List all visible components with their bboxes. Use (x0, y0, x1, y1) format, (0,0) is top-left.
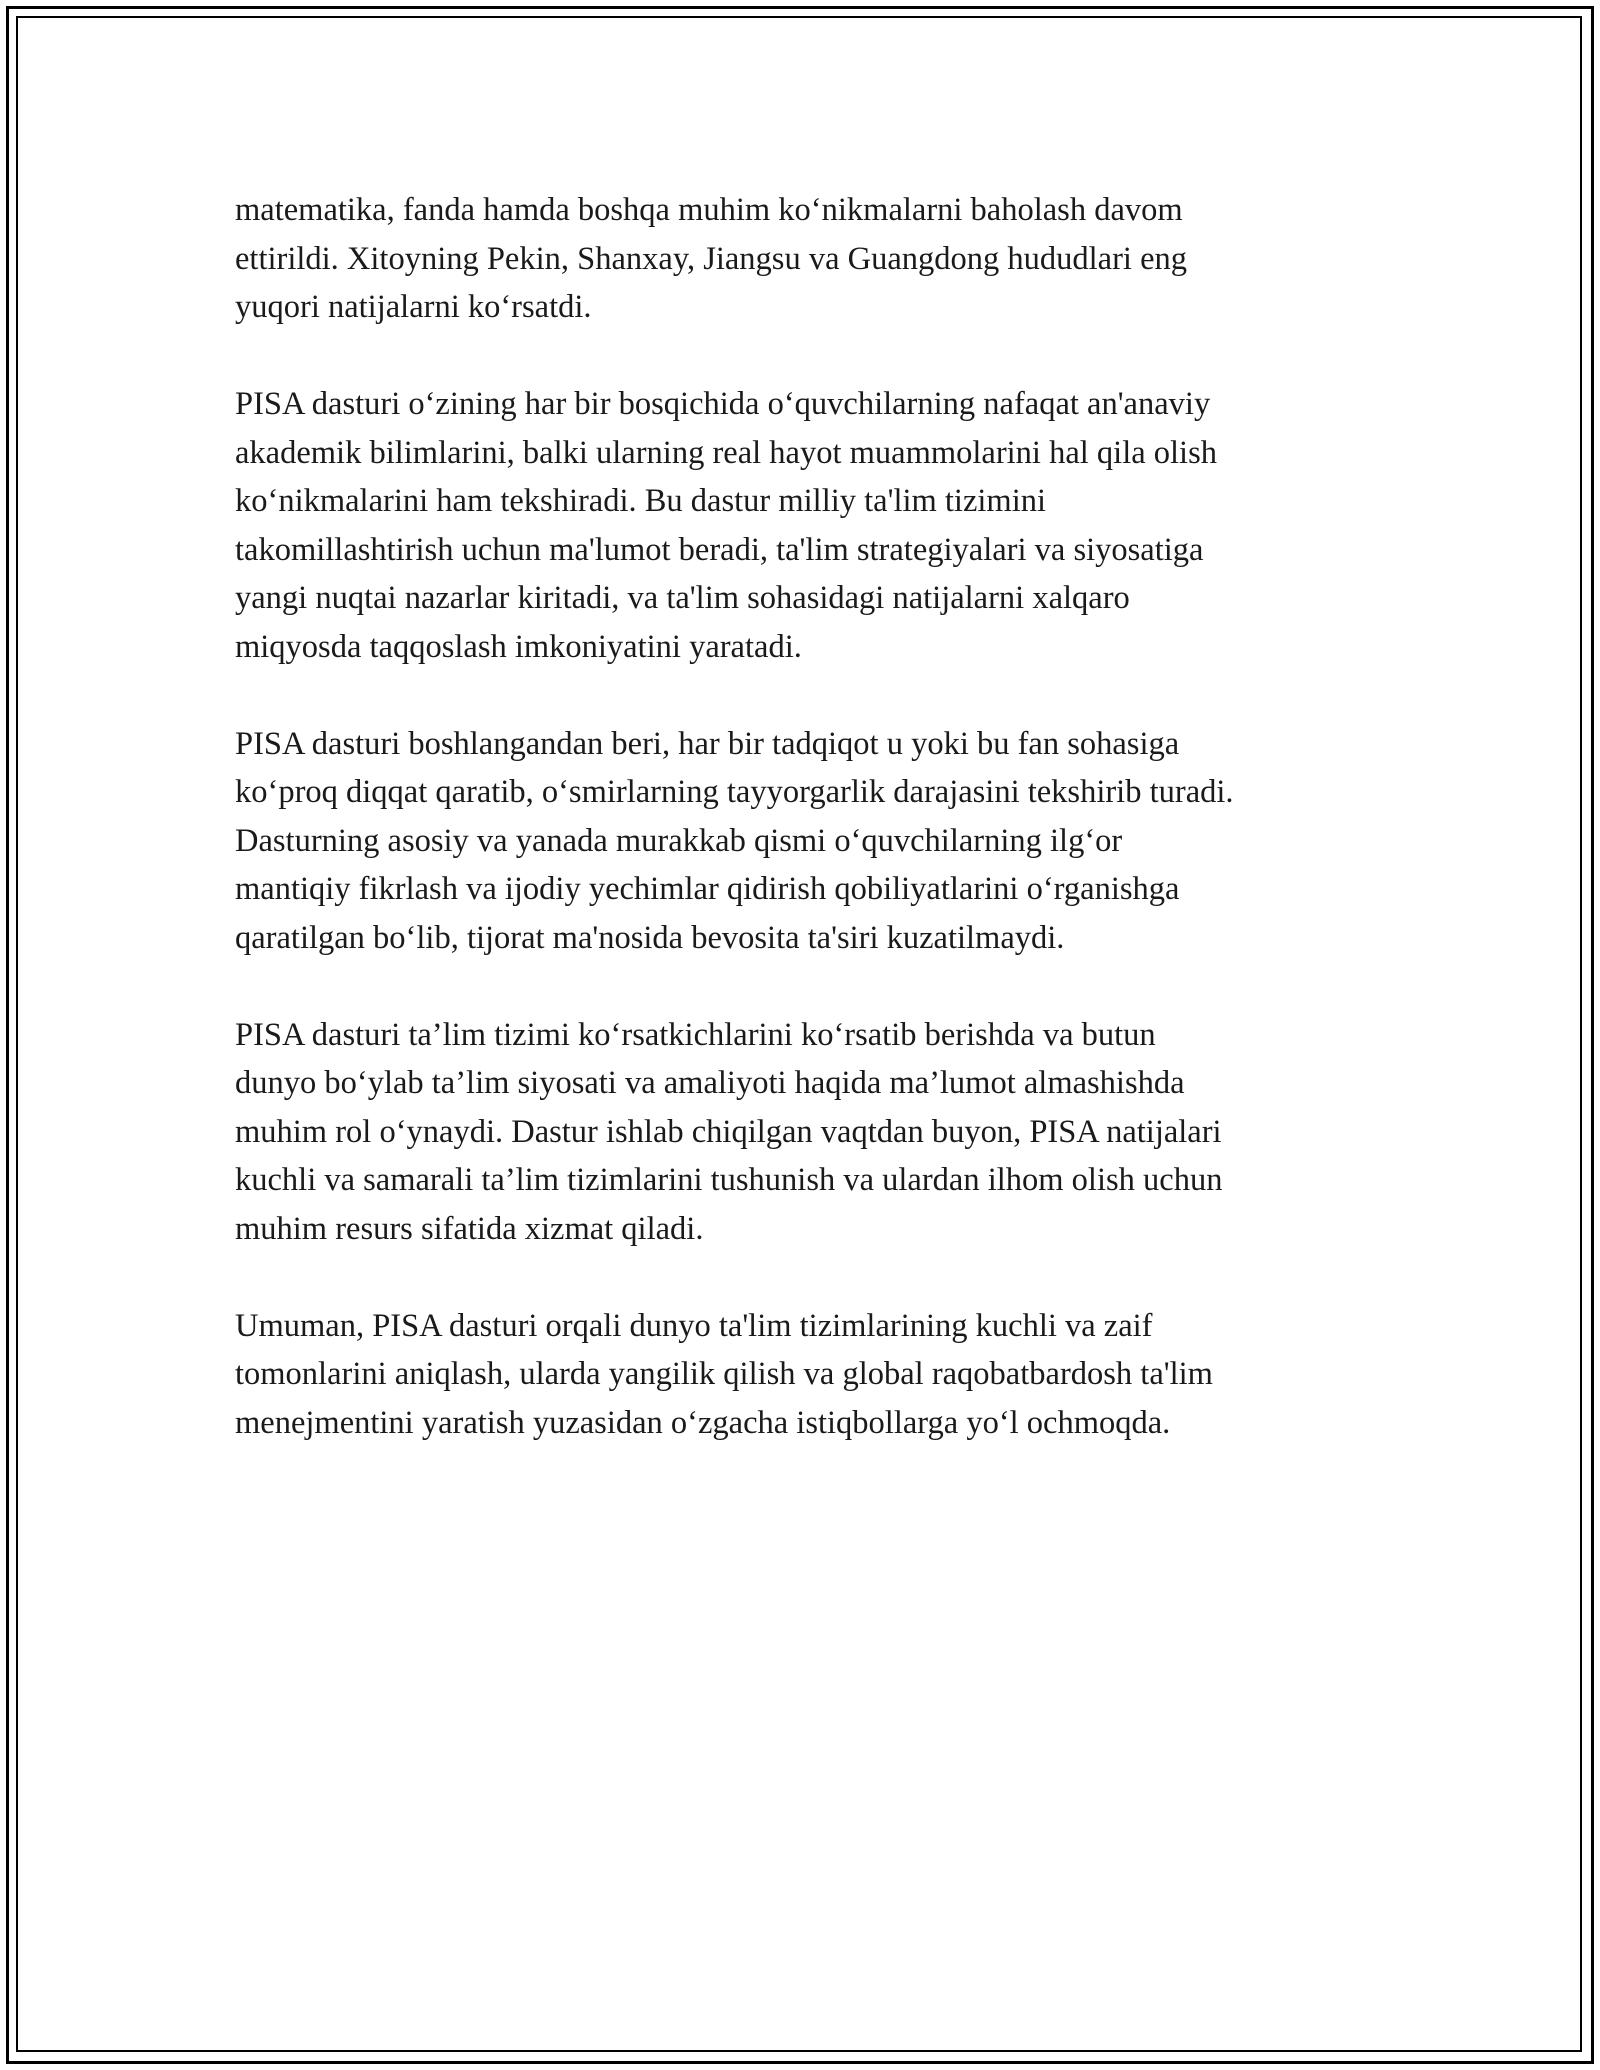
document-body (235, 186, 1395, 1496)
paragraph-1: matematika, fanda hamda boshqa muhim ko‘nikmalarni baholash davom ettirildi. Xitoyning Pekin, Shanxay, Jiangsu va Guangdong hududlari eng yuqori natijalarni ko‘rsatdi. (235, 192, 1188, 325)
paragraph-3: PISA dasturi boshlangandan beri, har bir tadqiqot u yoki bu fan sohasiga ko‘proq diqqat qaratib, o‘smirlarning tayyorgarlik darajasini tekshirib turadi. Dasturning asosiy va yanada murakkab qismi o‘quvchilarning ilg‘or mantiqiy fikrlash va ijodiy yechimlar qidirish qobiliyatlarini o‘rganishga qaratilgan bo‘lib, tijorat ma'nosida bevosita ta'siri kuzatilmaydi. (235, 725, 1234, 956)
paragraph-2: PISA dasturi o‘zining har bir bosqichida o‘quvchilarning nafaqat an'anaviy akademik bilimlarini, balki ularning real hayot muammolarini hal qila olish ko‘nikmalarini ham tekshiradi. Bu dastur milliy ta'lim tizimini takomillashtirish uchun ma'lumot beradi, ta'lim strategiyalari va siyosatiga yangi nuqtai nazarlar kiritadi, va ta'lim sohasidagi natijalarni xalqaro miqyosda taqqoslash imkoniyatini yaratadi. (235, 386, 1217, 665)
paragraph-5: Umuman, PISA dasturi orqali dunyo ta'lim tizimlarining kuchli va zaif tomonlarini aniqlash, ularda yangilik qilish va global raqobatbardosh ta'lim menejmentini yaratish yuzasidan o‘zgacha istiqbollarga yo‘l ochmoqda. (235, 1307, 1213, 1441)
paragraph-4: PISA dasturi ta’lim tizimi ko‘rsatkichlarini ko‘rsatib berishda va butun dunyo bo‘ylab ta’lim siyosati va amaliyoti haqida ma’lumot almashishda muhim rol o‘ynaydi. Dastur ishlab chiqilgan vaqtdan buyon, PISA natijalari kuchli va samarali ta’lim tizimlarini tushunish va ulardan ilhom olish uchun muhim resurs sifatida xizmat qiladi. (235, 1016, 1223, 1247)
